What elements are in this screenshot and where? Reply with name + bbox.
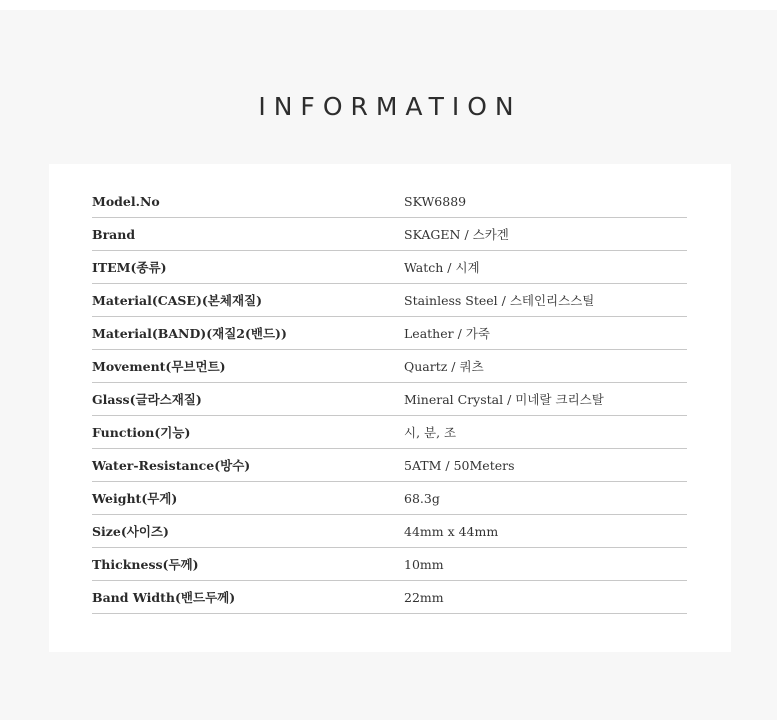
spec-label: Water-Resistance(방수) (92, 458, 251, 473)
spec-value: 10mm (404, 557, 444, 572)
spec-label: Band Width(밴드두께) (92, 590, 236, 605)
spec-row (92, 515, 687, 548)
spec-value: Watch / 시계 (404, 260, 480, 275)
spec-value: 5ATM / 50Meters (404, 458, 515, 473)
spec-row (92, 251, 687, 284)
spec-value: Stainless Steel / 스테인리스스틸 (404, 293, 595, 308)
spec-label: Brand (92, 227, 136, 242)
page-background (0, 10, 777, 720)
spec-row (92, 482, 687, 515)
spec-value: Leather / 가죽 (404, 326, 490, 341)
spec-value: 시, 분, 조 (404, 425, 457, 440)
spec-value: SKW6889 (404, 194, 467, 209)
spec-row (92, 581, 687, 614)
spec-value: 44mm x 44mm (404, 524, 499, 539)
spec-label: Function(기능) (92, 425, 191, 440)
spec-label: Glass(글라스재질) (92, 392, 202, 407)
spec-row (92, 284, 687, 317)
spec-label: Material(CASE)(본체재질) (92, 293, 263, 308)
spec-card (49, 164, 731, 652)
spec-row (92, 185, 687, 218)
spec-row (92, 350, 687, 383)
spec-row (92, 383, 687, 416)
spec-label: Size(사이즈) (92, 524, 169, 539)
spec-label: Thickness(두께) (92, 557, 199, 572)
spec-row (92, 548, 687, 581)
spec-row (92, 218, 687, 251)
spec-label: Material(BAND)(재질2(밴드)) (92, 326, 287, 341)
spec-row (92, 317, 687, 350)
spec-label: Movement(무브먼트) (92, 359, 226, 374)
spec-value: 22mm (404, 590, 444, 605)
spec-label: ITEM(종류) (92, 260, 167, 275)
spec-row (92, 449, 687, 482)
spec-row (92, 416, 687, 449)
spec-value: 68.3g (404, 491, 440, 506)
page-title: INFORMATION (258, 92, 522, 121)
spec-label: Model.No (92, 194, 160, 209)
spec-value: SKAGEN / 스카겐 (404, 227, 509, 242)
spec-value: Mineral Crystal / 미네랄 크리스탈 (404, 392, 604, 407)
spec-label: Weight(무게) (92, 491, 178, 506)
spec-value: Quartz / 쿼츠 (404, 359, 484, 374)
spec-table (92, 185, 687, 614)
